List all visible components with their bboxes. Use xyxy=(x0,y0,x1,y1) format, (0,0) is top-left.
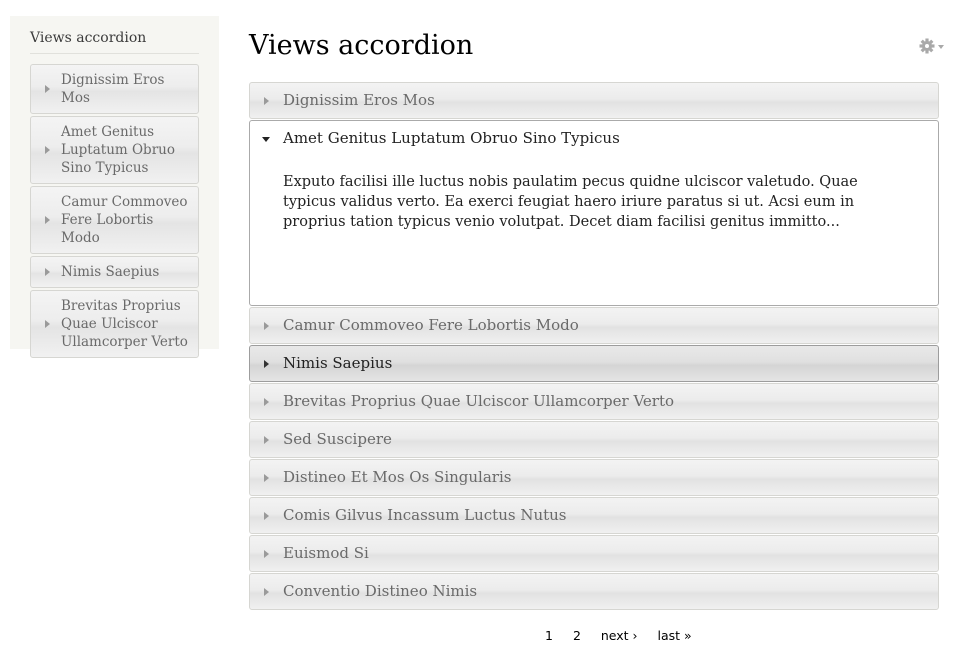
collapsed-arrow-icon xyxy=(264,398,269,406)
collapsed-arrow-icon xyxy=(45,146,50,154)
accordion-header-label: Sed Suscipere xyxy=(283,430,392,448)
pager-page-2[interactable]: 2 xyxy=(572,628,581,643)
accordion-item xyxy=(249,535,939,572)
accordion-header-euismod[interactable] xyxy=(249,535,939,572)
accordion-header-label: Conventio Distineo Nimis xyxy=(283,582,478,600)
accordion-header-sed[interactable] xyxy=(249,421,939,458)
collapsed-arrow-icon xyxy=(45,268,50,276)
views-accordion xyxy=(249,82,939,611)
accordion-header-label: Amet Genitus Luptatum Obruo Sino Typicus xyxy=(283,129,620,147)
gear-icon[interactable] xyxy=(918,38,946,56)
pager-current-page: 1 xyxy=(545,628,553,643)
accordion-header-comis[interactable] xyxy=(249,497,939,534)
accordion-panel-text: Exputo facilisi ille luctus nobis paulatim pecus quidne ulciscor valetudo. Quae typicus validus verto. Ea exerci feugiat haero iriure paratus si ut. Acsi eum in proprius tation typicus venio volutpat. Decet diam facilisi genitus immitto... xyxy=(283,174,858,230)
accordion-item xyxy=(249,573,939,610)
accordion-header-label: Euismod Si xyxy=(283,544,369,562)
accordion-item xyxy=(249,383,939,420)
collapsed-arrow-icon xyxy=(45,216,50,224)
sidebar-item-nimis[interactable] xyxy=(30,256,199,288)
pager xyxy=(545,628,708,643)
collapsed-arrow-icon xyxy=(45,85,50,93)
collapsed-arrow-icon xyxy=(45,320,50,328)
accordion-item xyxy=(249,497,939,534)
accordion-item xyxy=(249,459,939,496)
accordion-item xyxy=(249,82,939,119)
sidebar-title: Views accordion xyxy=(30,30,199,54)
accordion-header-label: Brevitas Proprius Quae Ulciscor Ullamcorper Verto xyxy=(283,392,675,410)
expanded-arrow-icon xyxy=(262,137,270,142)
accordion-header-label: Distineo Et Mos Os Singularis xyxy=(283,468,512,486)
accordion-header-camur[interactable] xyxy=(249,307,939,344)
sidebar-item-camur[interactable] xyxy=(30,186,199,254)
accordion-header-brevitas[interactable] xyxy=(249,383,939,420)
sidebar-item-amet[interactable] xyxy=(30,116,199,184)
collapsed-arrow-icon xyxy=(264,588,269,596)
accordion-header-label: Comis Gilvus Incassum Luctus Nutus xyxy=(283,506,567,524)
page-title: Views accordion xyxy=(249,30,474,61)
collapsed-arrow-icon xyxy=(264,474,269,482)
accordion-header-amet[interactable] xyxy=(250,121,938,157)
sidebar-item-label: Camur Commoveo Fere Lobortis Modo xyxy=(61,194,188,246)
accordion-header-distineo[interactable] xyxy=(249,459,939,496)
accordion-header-dignissim[interactable] xyxy=(249,82,939,119)
sidebar-item-brevitas[interactable] xyxy=(30,290,199,358)
accordion-item xyxy=(249,345,939,382)
collapsed-arrow-icon xyxy=(264,97,269,105)
pager-next-link[interactable]: next › xyxy=(600,628,638,643)
pager-last-link[interactable]: last » xyxy=(657,628,692,643)
collapsed-arrow-icon xyxy=(264,550,269,558)
sidebar-item-dignissim[interactable] xyxy=(30,64,199,114)
accordion-header-label: Camur Commoveo Fere Lobortis Modo xyxy=(283,316,579,334)
collapsed-arrow-icon xyxy=(264,512,269,520)
sidebar-item-label: Dignissim Eros Mos xyxy=(61,72,165,106)
collapsed-arrow-icon xyxy=(264,322,269,330)
sidebar-item-label: Nimis Saepius xyxy=(61,264,160,280)
collapsed-arrow-icon xyxy=(264,360,269,368)
accordion-item xyxy=(249,307,939,344)
accordion-header-label: Nimis Saepius xyxy=(283,354,393,372)
collapsed-arrow-icon xyxy=(264,436,269,444)
sidebar-block xyxy=(10,16,219,349)
accordion-header-conventio[interactable] xyxy=(249,573,939,610)
accordion-item-expanded xyxy=(249,120,939,306)
sidebar-item-label: Amet Genitus Luptatum Obruo Sino Typicus xyxy=(61,124,175,176)
accordion-item xyxy=(249,421,939,458)
accordion-header-label: Dignissim Eros Mos xyxy=(283,91,435,109)
sidebar-item-label: Brevitas Proprius Quae Ulciscor Ullamcorper Verto xyxy=(61,298,188,350)
accordion-header-nimis[interactable] xyxy=(249,345,939,382)
